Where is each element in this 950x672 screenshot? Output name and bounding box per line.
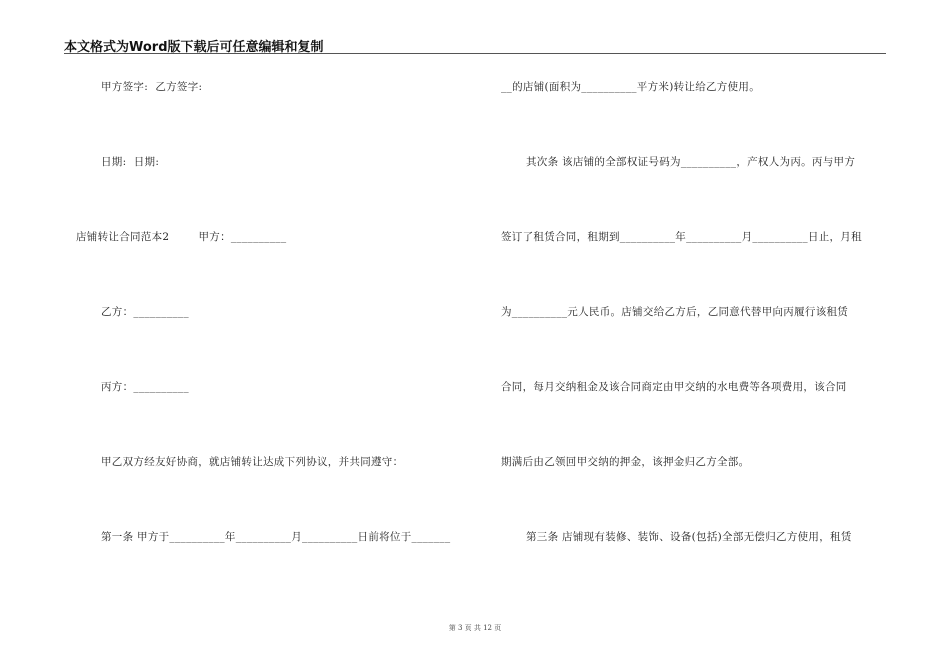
header-divider <box>64 53 886 54</box>
left-line-3: 店铺转让合同范本2 甲方：__________ <box>76 231 287 243</box>
right-line-4: 为__________元人民币。店铺交给乙方后，乙同意代替甲向丙履行该租赁 <box>501 306 849 318</box>
right-line-7: 第三条 店铺现有装修、装饰、设备(包括)全部无偿归乙方使用，租赁 <box>526 531 852 543</box>
page-number: 第 3 页 共 12 页 <box>448 624 502 632</box>
document-header-title: 本文格式为Word版下载后可任意编辑和复制 <box>64 40 324 55</box>
right-line-5: 合同，每月交纳租金及该合同商定由甲交纳的水电费等各项费用，该合同 <box>501 381 847 393</box>
right-line-6: 期满后由乙领回甲交纳的押金，该押金归乙方全部。 <box>501 456 750 468</box>
left-line-6: 甲乙双方经友好协商，就店铺转让达成下列协议，并共同遵守： <box>101 456 404 468</box>
left-line-4: 乙方：__________ <box>101 306 189 318</box>
right-line-1: __的店铺(面积为__________平方米)转让给乙方使用。 <box>501 81 760 93</box>
right-line-3: 签订了租赁合同，租期到__________年__________月__________日止，月租 <box>501 231 862 243</box>
left-line-5: 丙方：__________ <box>101 381 189 393</box>
right-line-2: 其次条 该店铺的全部权证号码为__________，产权人为丙。丙与甲方 <box>526 156 856 168</box>
left-line-7: 第一条 甲方于__________年__________月__________日前将位于_______ <box>101 531 451 543</box>
left-line-2: 日期: 日期: <box>101 156 160 168</box>
left-line-1: 甲方签字: 乙方签字: <box>101 81 203 93</box>
